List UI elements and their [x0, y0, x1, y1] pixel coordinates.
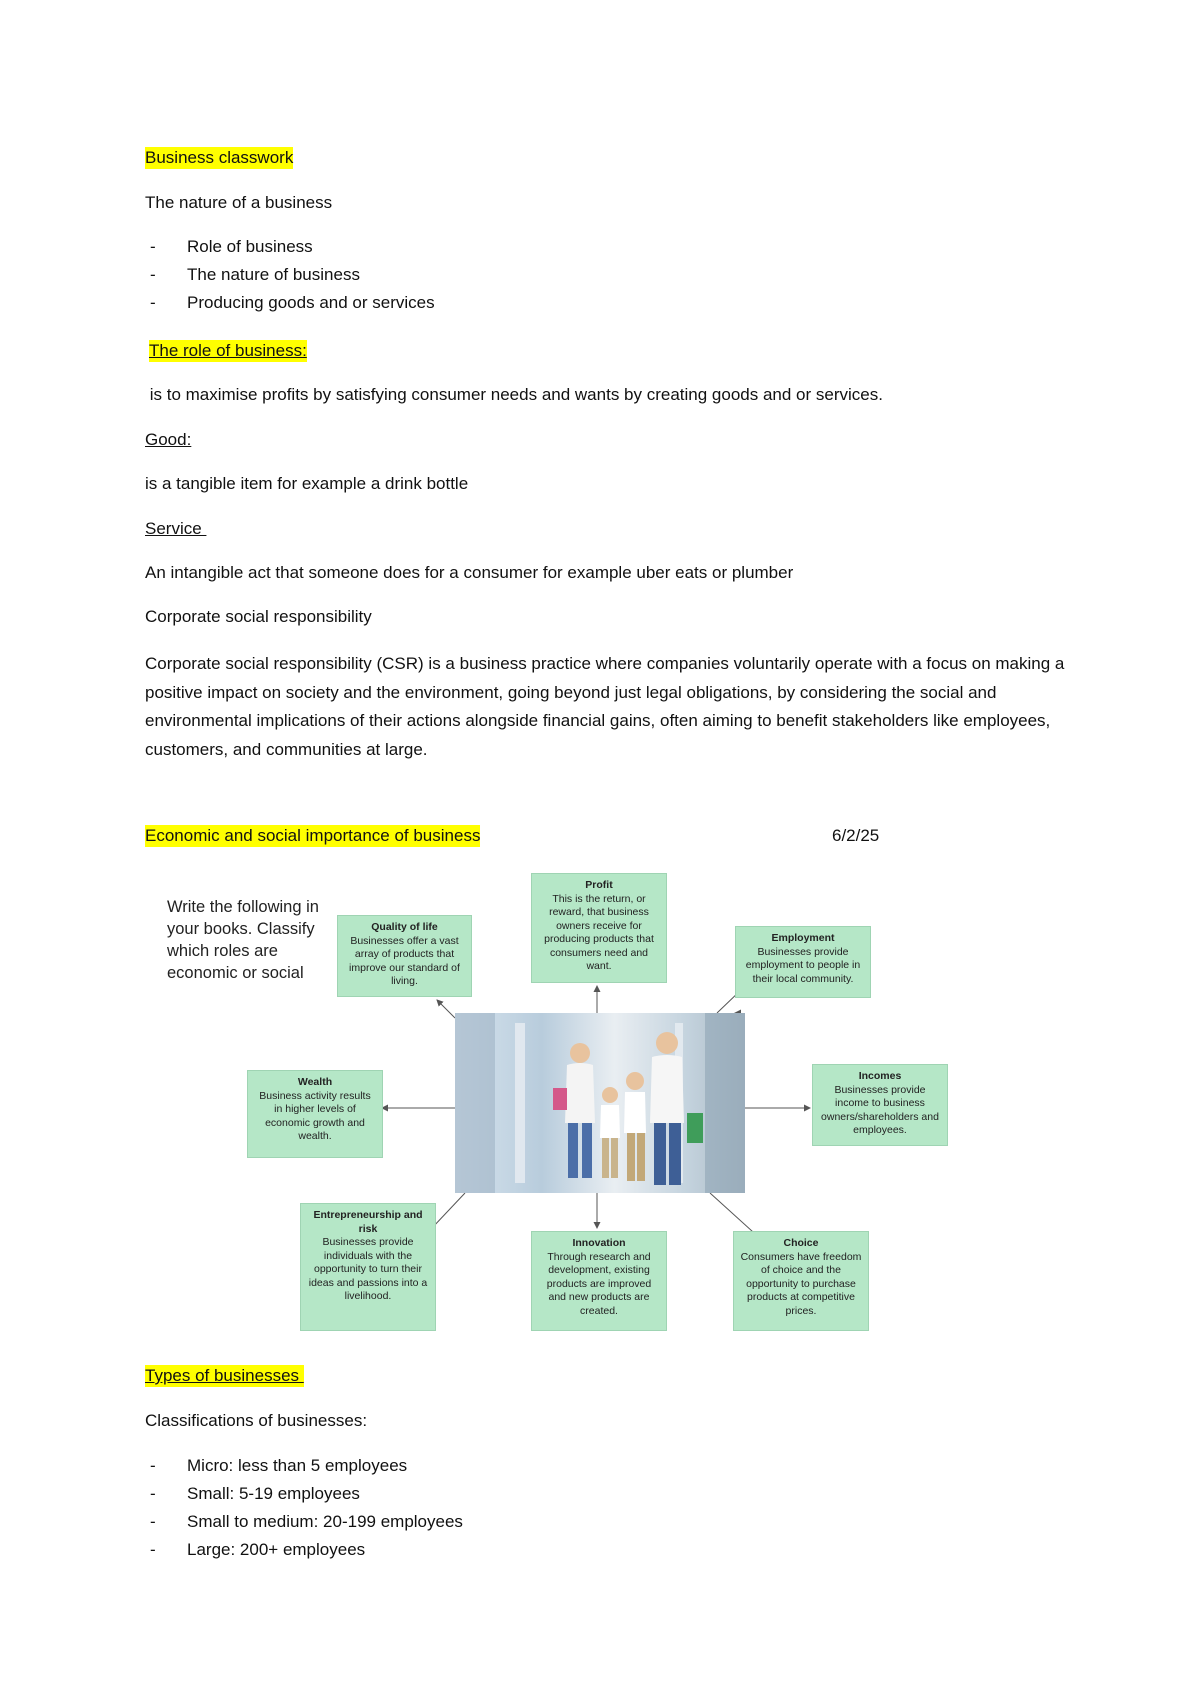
classifications-text: Classifications of businesses:	[145, 1411, 368, 1430]
entrepreneurship-text: Businesses provide individuals with the opportunity to turn their ideas and passions into a livelihood.	[308, 1236, 428, 1302]
employment-title: Employment	[771, 932, 835, 944]
bullet-dash: -	[150, 1456, 156, 1475]
incomes-title: Incomes	[858, 1070, 902, 1082]
profit-box	[531, 873, 667, 983]
types-heading: Types of businesses	[145, 1366, 304, 1385]
page-title: Business classwork	[145, 148, 294, 167]
profit-title: Profit	[585, 879, 613, 891]
intro-text: The nature of a business	[145, 193, 333, 212]
csr-heading: Corporate social responsibility	[145, 607, 372, 626]
choice-title: Choice	[783, 1237, 819, 1249]
wealth-text: Business activity results in higher levels of economic growth and wealth.	[259, 1089, 371, 1142]
quality-of-life-title: Quality of life	[371, 921, 438, 933]
choice-text: Consumers have freedom of choice and the opportunity to purchase products at competitive prices.	[740, 1250, 862, 1317]
size-item: Small: 5-19 employees	[187, 1484, 360, 1503]
incomes-text: Businesses provide income to business owners/shareholders and employees.	[821, 1083, 939, 1136]
econ-heading: Economic and social importance of business	[145, 826, 481, 845]
service-heading: Service	[145, 519, 207, 538]
employment-box	[735, 926, 871, 998]
diagram-instruction: Write the following in your books. Classify which roles are economic or social	[167, 898, 319, 982]
wealth-title: Wealth	[297, 1076, 333, 1088]
innovation-box	[531, 1231, 667, 1331]
size-item: Large: 200+ employees	[187, 1540, 366, 1559]
quality-of-life-box	[337, 915, 472, 997]
bullet-dash: -	[150, 1540, 156, 1559]
topic-item: The nature of business	[187, 265, 360, 284]
entrepreneurship-box	[300, 1203, 436, 1331]
bullet-dash: -	[150, 237, 156, 256]
bullet-dash: -	[150, 265, 156, 284]
csr-paragraph: Corporate social responsibility (CSR) is a business practice where companies voluntarily operate with a focus on making a positive impact on society and the environment, going beyond just legal obligations, by considering the social and environmental implications of their actions alongside financial gains, often aiming to benefit stakeholders like employees, customers, and communities at large.	[145, 654, 1065, 759]
role-text: is to maximise profits by satisfying consumer needs and wants by creating goods and or services.	[145, 385, 883, 404]
service-text: An intangible act that someone does for a consumer for example uber eats or plumber	[145, 563, 794, 582]
econ-date: 6/2/25	[832, 826, 880, 845]
innovation-text: Through research and development, existing products are improved and new products are created.	[546, 1250, 652, 1317]
entrepreneurship-title: Entrepreneurship and risk	[313, 1209, 423, 1235]
choice-box	[733, 1231, 869, 1331]
bullet-dash: -	[150, 1512, 156, 1531]
bullet-dash: -	[150, 293, 156, 312]
topic-item: Producing goods and or services	[187, 293, 435, 312]
wealth-box	[247, 1070, 383, 1158]
good-heading: Good:	[145, 430, 192, 449]
bullet-dash: -	[150, 1484, 156, 1503]
quality-of-life-text: Businesses offer a vast array of products that improve our standard of living.	[349, 934, 460, 987]
employment-text: Businesses provide employment to people in their local community.	[745, 945, 861, 985]
good-text: is a tangible item for example a drink bottle	[145, 474, 469, 493]
shopping-family-photo	[455, 1013, 745, 1193]
business-importance-diagram	[145, 868, 950, 1333]
topic-item: Role of business	[187, 237, 313, 256]
role-heading: The role of business:	[149, 341, 307, 360]
size-item: Micro: less than 5 employees	[187, 1456, 408, 1475]
profit-text: This is the return, or reward, that business owners receive for producing products that consumers need and want.	[544, 892, 654, 972]
family-illustration	[455, 1013, 745, 1193]
incomes-box	[812, 1064, 948, 1146]
size-item: Small to medium: 20-199 employees	[187, 1512, 463, 1531]
innovation-title: Innovation	[572, 1237, 626, 1249]
